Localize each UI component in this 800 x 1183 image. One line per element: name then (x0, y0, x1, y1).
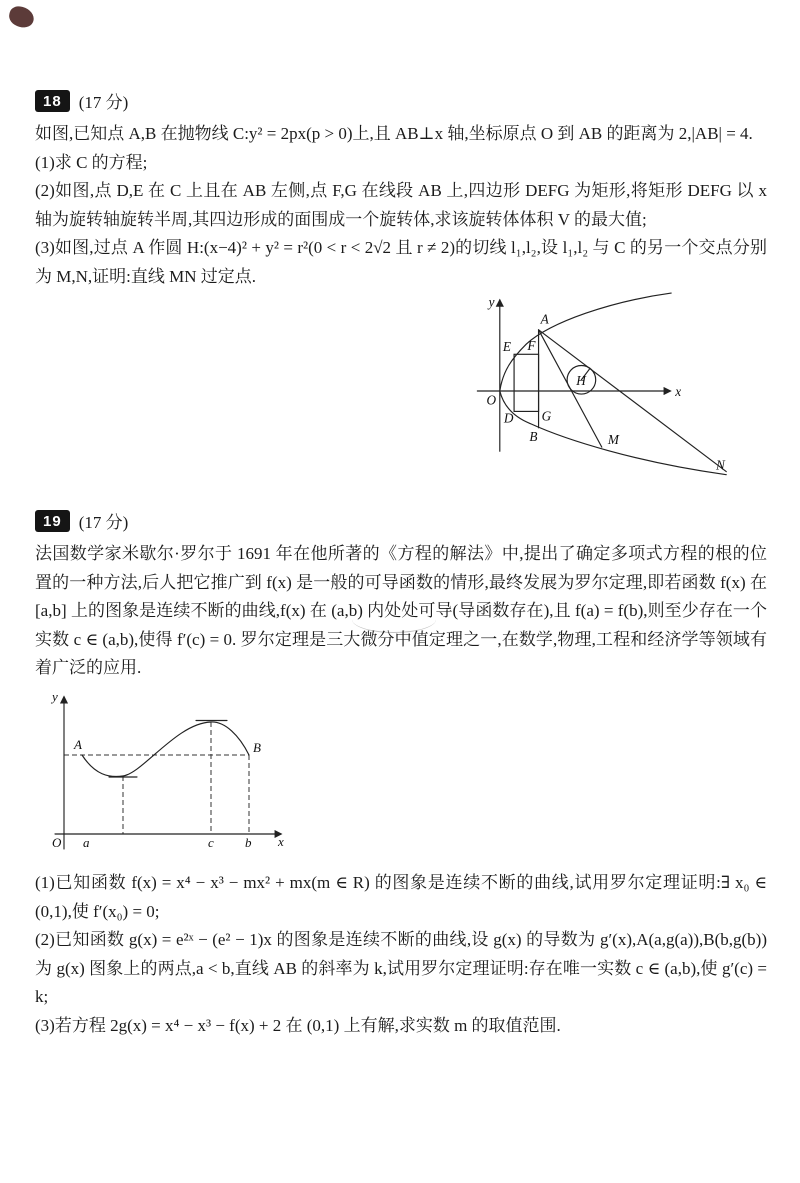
label-point-N: N (716, 457, 725, 473)
label-point-A: A (74, 737, 82, 753)
parabola-diagram (459, 291, 765, 490)
label-c: c (208, 835, 214, 851)
problem-19-figure (49, 689, 767, 861)
problem-19-number-badge: 19 (35, 510, 70, 532)
label-point-D: D (503, 410, 514, 426)
label-a: a (83, 835, 90, 851)
label-center-H: H (576, 373, 586, 389)
scan-ink-artifact (7, 4, 36, 29)
label-b: b (245, 835, 252, 851)
label-x-axis: x (675, 384, 682, 400)
tangent-line-l1 (539, 330, 727, 472)
label-y-axis: y (488, 294, 495, 310)
label-point-G: G (541, 408, 552, 424)
label-origin: O (52, 835, 62, 851)
problem-19-body: 法国数学家米歇尔·罗尔于 1691 年在他所著的《方程的解法》中,提出了确定多项式方程的根的位置的一种方法,后人把它推广到 f(x) 是一般的可导函数的情形,最终发展为罗尔定理,即若函数 f(x) 在 [a,b] 上的图象是连续不断的曲线,f(x) 在 (a,b) 内处处可导(导函数存在),且 f(a) = f(b),则至少存在一个实数 c ∈ (a,b),使得 f′(c) = 0. 罗尔定理是三大微分中值定理之一,在数学,物理,工程和经济学等领域有着广泛的应用. (35, 544, 767, 678)
label-point-E: E (502, 339, 511, 355)
problem-18-question-2: (2)如图,点 D,E 在 C 上且在 AB 左侧,点 F,G 在线段 AB 上,四边形 DEFG 为矩形,将矩形 DEFG 以 x 轴为旋转轴旋转半周,其四边形成的面围成一个旋转体,求该旋转体体积 V 的最大值; (35, 181, 767, 229)
label-origin: O (486, 392, 497, 408)
function-curve (82, 722, 249, 777)
rectangle-DEFG (514, 355, 538, 412)
page-content (35, 88, 767, 1040)
problem-19-header (35, 508, 767, 533)
problem-19-question-3: (3)若方程 2g(x) = x⁴ − x³ − f(x) + 2 在 (0,1) 上有解,求实数 m 的取值范围. (35, 1015, 561, 1035)
label-point-A: A (540, 311, 549, 327)
problem-18-question-3: (3)如图,过点 A 作圆 H:(x−4)² + y² = r²(0 < r < 2√2 且 r ≠ 2)的切线 l₁,l₂,设 l₁,l₂ 与 C 的另一个交点分别为 M,N,证明:直线 MN 过定点. (35, 238, 767, 286)
rolle-theorem-diagram (49, 689, 299, 861)
label-point-B: B (529, 429, 538, 445)
label-point-F: F (527, 338, 536, 354)
label-x-axis: x (278, 834, 284, 850)
label-point-B: B (253, 740, 261, 756)
problem-19 (35, 508, 767, 1040)
label-point-M: M (607, 432, 619, 448)
problem-18-header (35, 88, 767, 113)
problem-18 (35, 88, 767, 490)
problem-19-question-1: (1)已知函数 f(x) = x⁴ − x³ − mx² + mx(m ∈ R) 的图象是连续不断的曲线,试用罗尔定理证明:∃ x₀ ∈ (0,1),使 f′(x₀) = 0; (35, 873, 767, 921)
problem-18-figure (459, 291, 765, 490)
problem-18-question-1: (1)求 C 的方程; (35, 152, 148, 172)
problem-19-score: (17 分) (78, 513, 129, 533)
problem-19-question-2: (2)已知函数 g(x) = e²ˣ − (e² − 1)x 的图象是连续不断的曲线,设 g(x) 的导数为 g′(x),A(a,g(a)),B(b,g(b)) 为 g(x) 图象上的两点,a < b,直线 AB 的斜率为 k,试用罗尔定理证明:存在唯一实数 c ∈ (a,b),使 g′(c) = k; (35, 930, 767, 1007)
problem-18-number-badge: 18 (35, 90, 70, 112)
problem-18-score: (17 分) (78, 93, 129, 112)
problem-18-body: 如图,已知点 A,B 在抛物线 C:y² = 2px(p > 0)上,且 AB⊥x 轴,坐标原点 O 到 AB 的距离为 2,|AB| = 4. (35, 124, 753, 143)
label-y-axis: y (52, 689, 58, 705)
